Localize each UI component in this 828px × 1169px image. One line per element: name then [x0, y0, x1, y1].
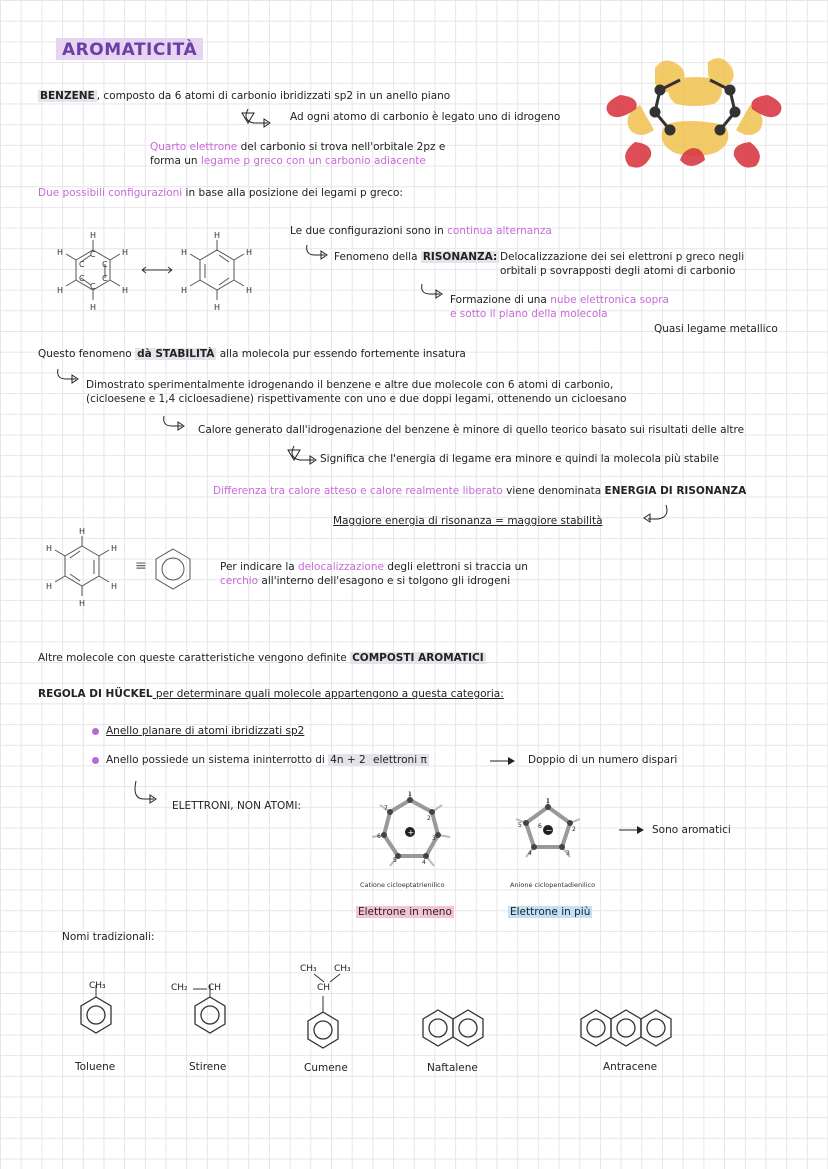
huckel-bullet-2: Anello possiede un sistema ininterrotto di 4n + 2 elettroni π	[106, 754, 427, 766]
heat-line: Calore generato dall'idrogenazione del benzene è minore di quello teorico basato sui risultati delle altre	[198, 424, 745, 436]
svg-text:H: H	[90, 303, 97, 312]
huckel-bullet-1: Anello planare di atomi ibridizzati sp2	[106, 725, 305, 737]
svg-text:H: H	[79, 527, 86, 536]
name-toluene: Toluene	[75, 1061, 116, 1073]
hydrogen-note: Ad ogni atomo di carbonio è legato uno di idrogeno	[290, 111, 561, 123]
svg-text:H: H	[90, 231, 97, 240]
bullet-icon	[92, 728, 99, 735]
svg-text:C: C	[90, 282, 96, 291]
pi-orbital-illustration	[600, 50, 790, 180]
benzene-structural-formula	[36, 518, 136, 614]
svg-text:+: +	[407, 828, 415, 837]
svg-text:4: 4	[422, 859, 426, 866]
configurations-line: Due possibili configurazioni in base alla posizione dei legami p greco:	[38, 187, 403, 199]
svg-text:H: H	[246, 248, 253, 257]
anthracene-structure	[578, 1008, 682, 1048]
svg-text:H: H	[46, 544, 53, 553]
svg-text:6: 6	[377, 833, 381, 840]
cumene-substituent-1: CH₃	[300, 964, 317, 974]
aromatic-compounds-line: Altre molecole con queste caratteristiche vengono definite COMPOSTI AROMATICI	[38, 652, 484, 664]
svg-text:2: 2	[572, 826, 576, 833]
svg-text:C: C	[102, 260, 108, 269]
svg-text:4: 4	[528, 850, 532, 857]
svg-text:5: 5	[518, 822, 522, 829]
cumene-substituent-2: CH₃	[334, 964, 351, 974]
cyclopentadienyl-anion-model	[508, 795, 598, 875]
kekule-structures	[50, 222, 270, 317]
page-title: AROMATICITÀ	[56, 38, 203, 60]
svg-text:C: C	[79, 274, 85, 283]
svg-text:H: H	[111, 582, 118, 591]
cation-caption: Catione cicloeptatrienilico	[360, 881, 445, 889]
benzene-circle-notation	[153, 547, 193, 591]
arrow-icon	[130, 780, 158, 804]
styrene-substituent-2: CH	[208, 983, 222, 993]
resonance-energy-line: Differenza tra calore atteso e calore realmente liberato viene denominata ENERGIA DI RISONANZA	[213, 485, 747, 497]
name-naphthalene: Naftalene	[427, 1062, 478, 1074]
alternation-line: Le due configurazioni sono in continua alternanza	[290, 225, 552, 237]
anion-note: Elettrone in più	[510, 906, 591, 918]
svg-text:H: H	[57, 286, 64, 295]
styrene-substituent-1: CH₂	[171, 983, 188, 993]
delocalization-line2: orbitali p sovrapposti degli atomi di carbonio	[500, 265, 736, 277]
double-bond-icon	[193, 988, 207, 992]
arrow-icon	[160, 415, 186, 431]
svg-text:H: H	[214, 303, 221, 312]
resonance-stability-rule: Maggiore energia di risonanza = maggiore stabilità	[333, 515, 603, 527]
svg-text:2: 2	[427, 815, 431, 822]
cycloheptatrienyl-cation-model	[360, 790, 460, 880]
svg-text:H: H	[214, 231, 221, 240]
svg-text:5: 5	[393, 857, 397, 864]
back-arrow-icon	[640, 503, 670, 525]
svg-text:−: −	[545, 826, 553, 835]
electron-cloud-line2: e sotto il piano della molecola	[450, 308, 608, 320]
cumene-substituent-3: CH	[317, 983, 331, 993]
svg-text:C: C	[102, 274, 108, 283]
resonance-phenomenon: Fenomeno della RISONANZA:	[334, 251, 498, 263]
stability-line: Questo fenomeno dà STABILITÀ alla molecola pur essendo fortemente insatura	[38, 348, 466, 360]
fourth-electron-line2: forma un legame p greco con un carbonio adiacente	[150, 155, 426, 167]
delocalization-line1: Delocalizzazione dei sei elettroni p greco negli	[500, 251, 745, 263]
benzene-heading: BENZENE , composto da 6 atomi di carbonio ibridizzati sp2 in un anello piano	[40, 90, 451, 102]
svg-text:H: H	[122, 248, 129, 257]
styrene-structure	[192, 995, 228, 1035]
odd-number-note: Doppio di un numero dispari	[528, 754, 678, 766]
cumene-structure	[305, 1010, 341, 1050]
svg-text:C: C	[90, 250, 96, 259]
arrow-icon	[54, 368, 80, 384]
svg-text:6: 6	[538, 823, 542, 830]
svg-text:H: H	[181, 248, 188, 257]
right-arrow-icon	[488, 755, 518, 767]
toluene-substituent: CH₃	[89, 981, 106, 991]
huckel-rule-line: REGOLA DI HÜCKEL per determinare quali molecole appartengono a questa categoria:	[38, 688, 504, 700]
meaning-line: Significa che l'energia di legame era minore e quindi la molecola più stabile	[320, 453, 719, 465]
circle-note-line1: Per indicare la delocalizzazione degli elettroni si traccia un	[220, 561, 528, 573]
experiment-line2: (cicloesene e 1,4 cicloesadiene) rispettivamente con uno e due doppi legami, ottenendo un cicloesano	[86, 393, 627, 405]
name-cumene: Cumene	[304, 1062, 348, 1074]
svg-text:H: H	[57, 248, 64, 257]
svg-text:H: H	[122, 286, 129, 295]
bullet-icon	[92, 757, 99, 764]
fourth-electron-line1: Quarto elettrone del carbonio si trova nell'orbitale 2pz e	[150, 141, 446, 153]
are-aromatic-note: Sono aromatici	[652, 824, 731, 836]
metallic-note: Quasi legame metallico	[654, 323, 778, 335]
svg-text:3: 3	[566, 850, 570, 857]
name-styrene: Stirene	[189, 1061, 227, 1073]
equals-sign: ≡	[135, 558, 147, 574]
right-arrow-icon	[617, 824, 647, 836]
svg-text:H: H	[46, 582, 53, 591]
arrow-icon	[418, 283, 444, 299]
svg-text:H: H	[246, 286, 253, 295]
svg-text:3: 3	[432, 835, 436, 842]
toluene-structure	[78, 995, 114, 1035]
circle-note-line2: cerchio all'interno dell'esagono e si tolgono gli idrogeni	[220, 575, 511, 587]
cation-note: Elettrone in meno	[358, 906, 452, 918]
svg-text:H: H	[79, 599, 86, 608]
svg-text:1: 1	[546, 798, 550, 805]
naphthalene-structure	[420, 1008, 490, 1048]
name-anthracene: Antracene	[603, 1061, 658, 1073]
anion-caption: Anione ciclopentadienilico	[510, 881, 596, 889]
traditional-names-heading: Nomi tradizionali:	[62, 931, 155, 943]
experiment-line1: Dimostrato sperimentalmente idrogenando il benzene e altre due molecole con 6 atomi di carbonio,	[86, 379, 614, 391]
electron-cloud-line1: Formazione di una nube elettronica sopra	[450, 294, 669, 306]
svg-text:7: 7	[384, 805, 388, 812]
curved-arrow-icon	[238, 107, 272, 131]
svg-text:H: H	[111, 544, 118, 553]
curved-arrow-icon	[284, 444, 318, 468]
svg-text:1: 1	[408, 791, 412, 798]
svg-text:H: H	[181, 286, 188, 295]
electrons-not-atoms: ELETTRONI, NON ATOMI:	[172, 800, 301, 812]
svg-text:C: C	[79, 260, 85, 269]
arrow-icon	[303, 244, 329, 260]
